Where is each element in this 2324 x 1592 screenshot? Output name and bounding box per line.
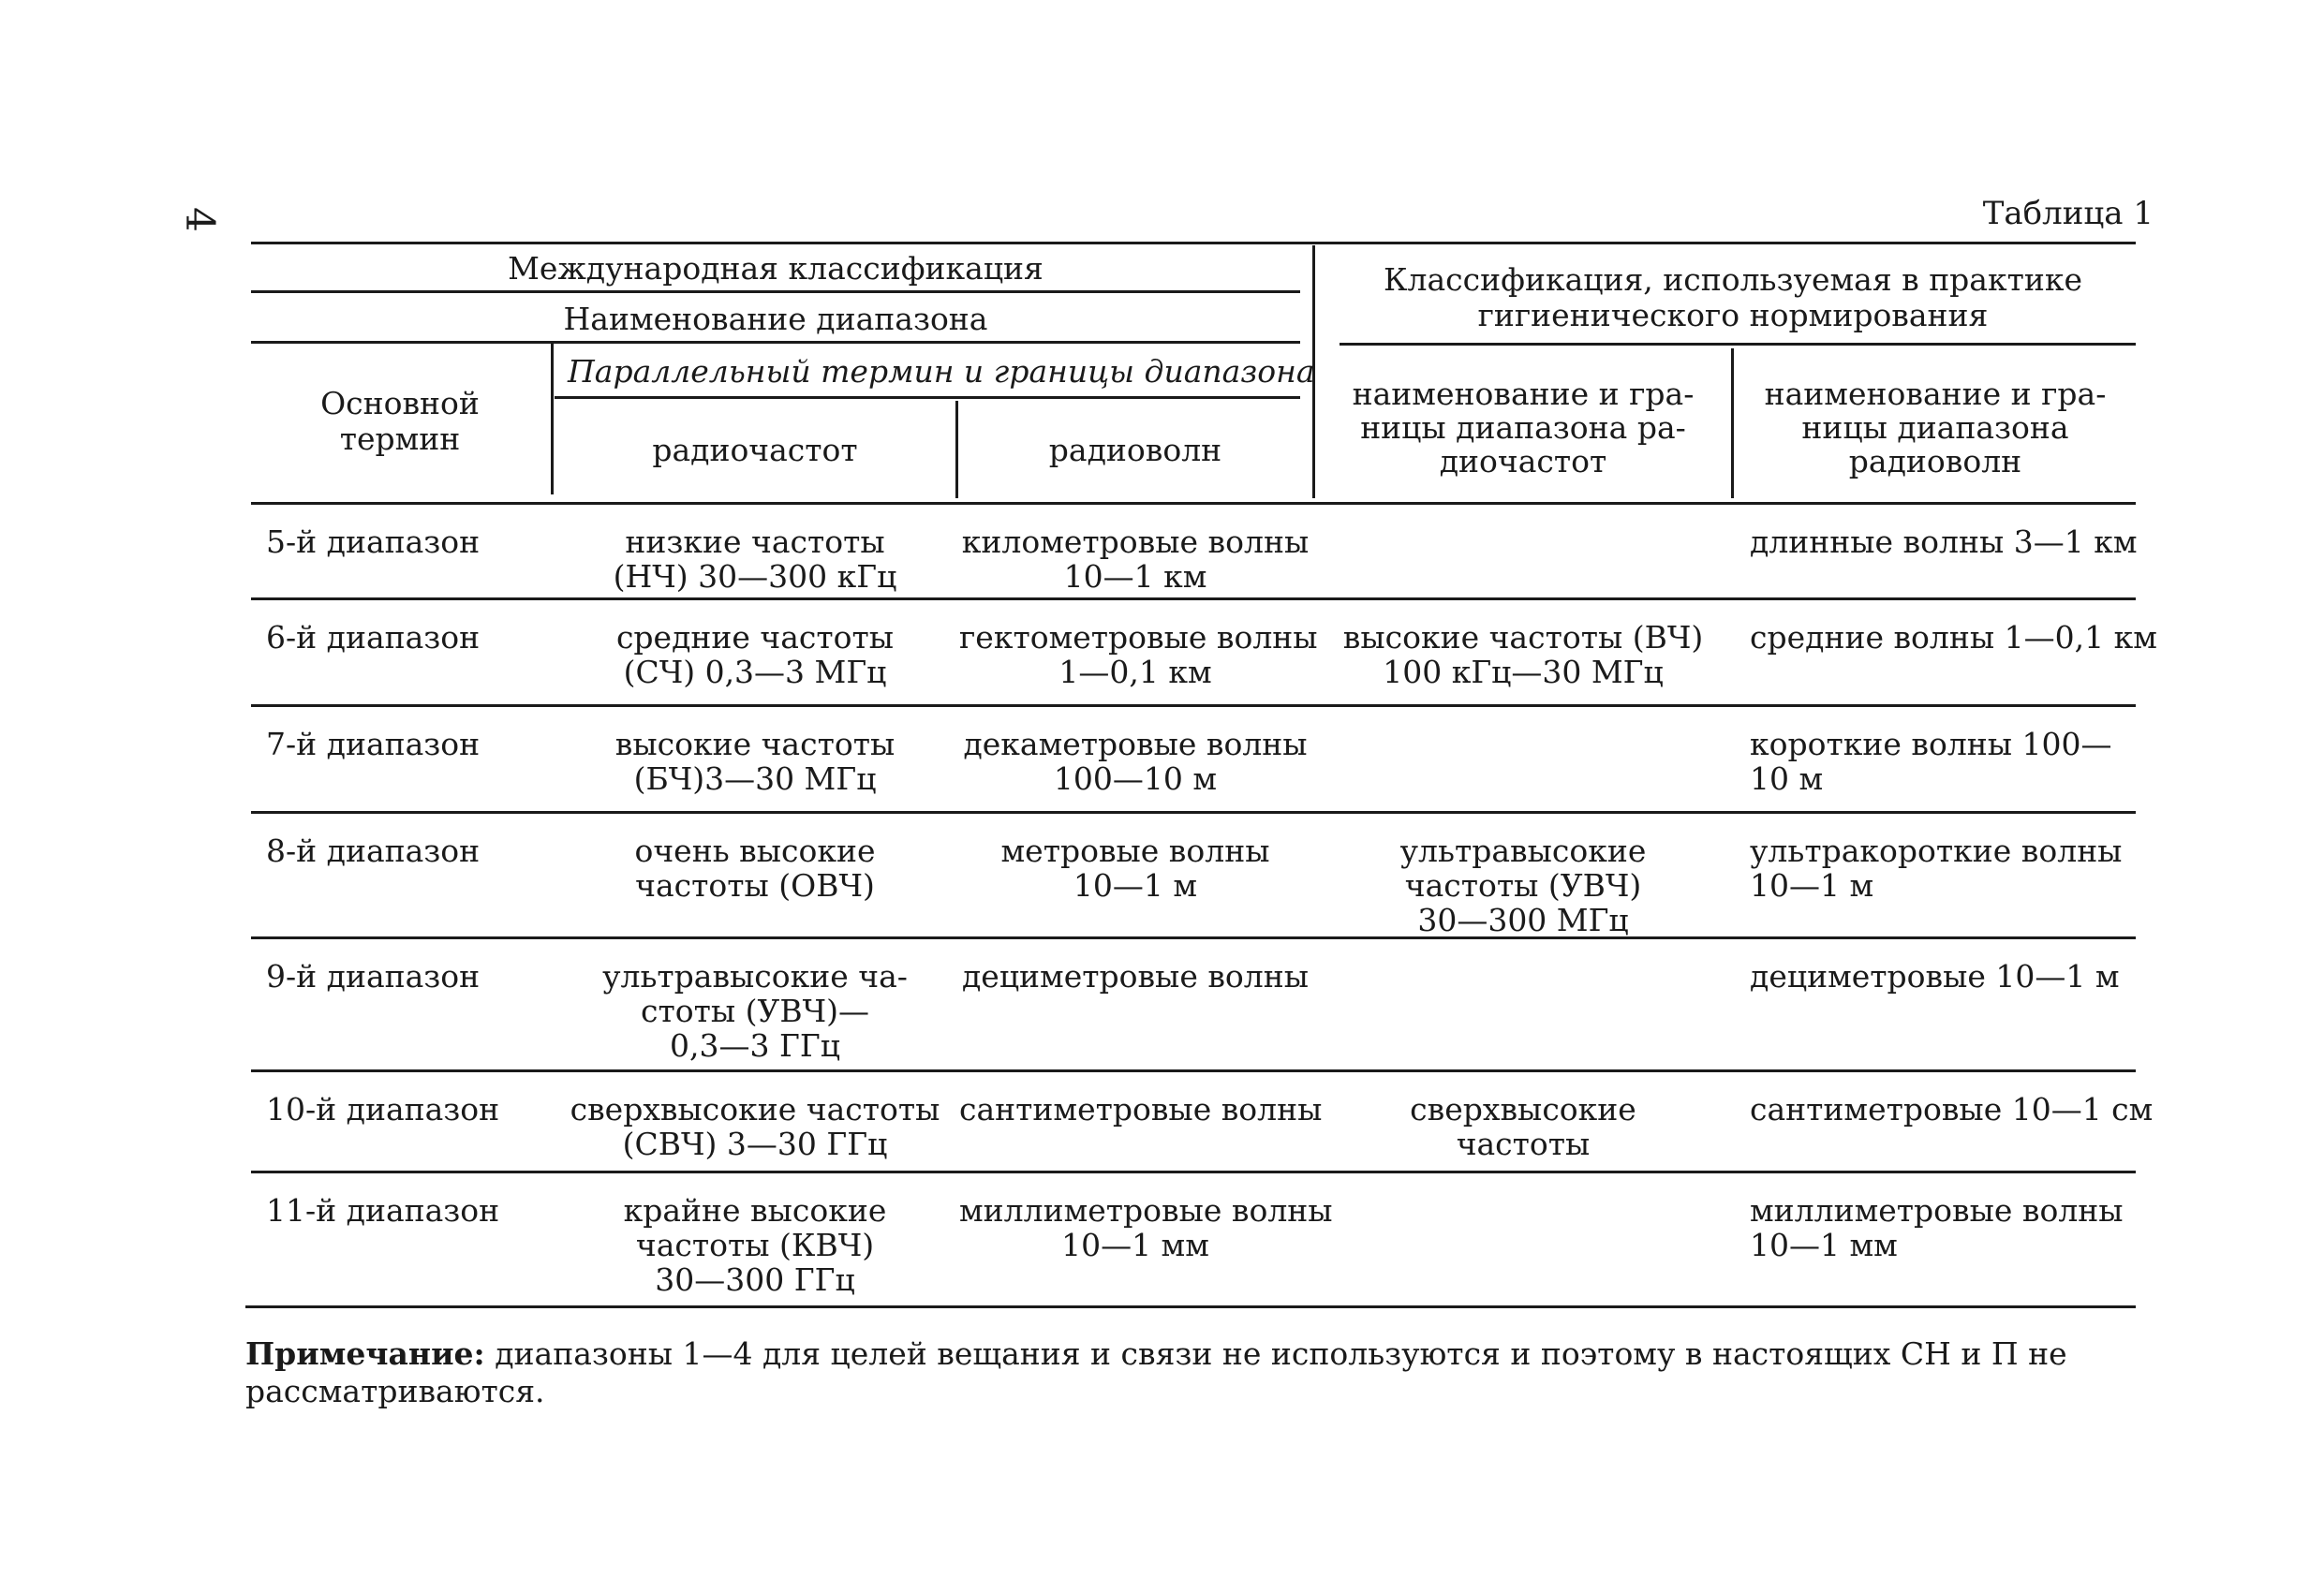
cell-freq: (СЧ) 0,3—3 МГц	[623, 654, 887, 690]
row-rule	[251, 811, 2136, 814]
row-rule	[251, 1069, 2136, 1072]
note-text: диапазоны 1—4 для целей вещания и связи не используются и поэтому в настоящих СН и П не рассматриваются.	[245, 1335, 2067, 1409]
cell-freq: 0,3—3 ГГц	[670, 1027, 840, 1064]
cell-term: 11-й диапазон	[266, 1192, 500, 1229]
cell-freq: частоты (КВЧ)	[635, 1227, 875, 1263]
cell-hyg-freq: ультравысокие	[1399, 833, 1647, 869]
row-rule	[251, 704, 2136, 707]
cell-freq: ультравысокие ча-	[602, 958, 908, 995]
cell-freq: (БЧ)3—30 МГц	[633, 760, 877, 797]
page-number: 4	[176, 207, 223, 232]
header-rule	[1340, 343, 2136, 346]
cell-wave: дециметровые волны	[961, 958, 1310, 995]
cell-wave: гектометровые волны	[959, 619, 1318, 656]
header-rule	[555, 396, 1300, 399]
cell-term: 7-й диапазон	[266, 726, 481, 762]
table-bottom-rule	[245, 1305, 2136, 1308]
cell-hyg-wave: средние волны 1—0,1 км	[1750, 619, 2157, 656]
cell-term: 9-й диапазон	[266, 958, 481, 995]
cell-hyg-wave: дециметровые 10—1 м	[1750, 958, 2120, 995]
header-international: Международная классификация	[508, 250, 1044, 287]
cell-freq: крайне высокие	[623, 1192, 887, 1229]
header-hyg-freq-2: ницы диапазона ра-	[1360, 409, 1686, 446]
cell-hyg-wave: длинные волны 3—1 км	[1750, 523, 2138, 560]
cell-freq: частоты (ОВЧ)	[635, 867, 875, 904]
cell-freq: высокие частоты	[614, 726, 896, 762]
header-hyg-freq-1: наименование и гра-	[1352, 376, 1695, 412]
cell-freq: 30—300 ГГц	[655, 1261, 855, 1298]
cell-wave: 10—1 м	[1073, 867, 1198, 904]
cell-wave: декаметровые волны	[963, 726, 1308, 762]
note-label: Примечание:	[245, 1335, 485, 1372]
cell-hyg-wave: 10—1 мм	[1750, 1227, 1898, 1263]
header-main-term-1: Основной	[320, 385, 480, 421]
cell-wave: 10—1 мм	[1061, 1227, 1209, 1263]
cell-hyg-freq: частоты (УВЧ)	[1404, 867, 1642, 904]
row-rule	[251, 936, 2136, 939]
table-top-rule	[251, 242, 2136, 244]
cell-freq: (СВЧ) 3—30 ГГц	[622, 1126, 888, 1162]
cell-term: 8-й диапазон	[266, 833, 481, 869]
cell-freq: сверхвысокие частоты	[570, 1091, 940, 1128]
cell-hyg-freq: частоты	[1456, 1126, 1591, 1162]
cell-hyg-wave: ультракороткие волны	[1750, 833, 2123, 869]
cell-term: 5-й диапазон	[266, 523, 481, 560]
cell-hyg-wave: сантиметровые 10—1 см	[1750, 1091, 2154, 1128]
column-divider	[955, 401, 958, 498]
table-caption: Таблица 1	[1982, 195, 2154, 232]
cell-wave: километровые волны	[961, 523, 1310, 560]
cell-hyg-freq: 30—300 МГц	[1417, 902, 1629, 938]
header-rule	[251, 290, 1300, 293]
cell-freq: низкие частоты	[625, 523, 885, 560]
row-rule	[251, 597, 2136, 600]
cell-freq: стоты (УВЧ)—	[641, 993, 869, 1029]
cell-freq: (НЧ) 30—300 кГц	[613, 558, 897, 595]
header-hygienic-2: гигиенического нормирования	[1477, 297, 1989, 333]
cell-hyg-freq: 100 кГц—30 МГц	[1383, 654, 1664, 690]
cell-wave: миллиметровые волны	[959, 1192, 1333, 1229]
table-note	[245, 1335, 2138, 1410]
header-hyg-wave-2: ницы диапазона	[1801, 409, 2069, 446]
cell-hyg-freq: сверхвысокие	[1410, 1091, 1636, 1128]
cell-wave: 100—10 м	[1053, 760, 1218, 797]
cell-hyg-wave: короткие волны 100—	[1750, 726, 2112, 762]
cell-wave: 10—1 км	[1063, 558, 1207, 595]
header-hyg-freq-3: диочастот	[1439, 443, 1607, 479]
header-main-term-2: термин	[339, 420, 461, 457]
header-rule	[251, 341, 1300, 344]
cell-term: 6-й диапазон	[266, 619, 481, 656]
header-radiofreq: радиочастот	[652, 432, 858, 468]
cell-wave: сантиметровые волны	[959, 1091, 1323, 1128]
column-divider	[551, 343, 554, 494]
cell-freq: средние частоты	[615, 619, 895, 656]
cell-wave: метровые волны	[1000, 833, 1270, 869]
header-range-name: Наименование диапазона	[563, 301, 988, 337]
cell-wave: 1—0,1 км	[1058, 654, 1212, 690]
cell-hyg-wave: 10—1 м	[1750, 867, 1874, 904]
header-hyg-wave-1: наименование и гра-	[1764, 376, 2107, 412]
header-bottom-rule	[251, 502, 2136, 505]
cell-hyg-wave: миллиметровые волны	[1750, 1192, 2124, 1229]
cell-hyg-freq: высокие частоты (ВЧ)	[1342, 619, 1704, 656]
header-parallel: Параллельный термин и границы диапазона	[568, 353, 1315, 390]
row-rule	[251, 1171, 2136, 1173]
header-hygienic-1: Классификация, используемая в практике	[1383, 261, 2083, 298]
column-divider	[1731, 348, 1734, 498]
cell-term: 10-й диапазон	[266, 1091, 500, 1128]
header-radiowave: радиоволн	[1048, 432, 1222, 468]
cell-hyg-wave: 10 м	[1750, 760, 1824, 797]
cell-freq: очень высокие	[634, 833, 876, 869]
header-hyg-wave-3: радиоволн	[1848, 443, 2022, 479]
